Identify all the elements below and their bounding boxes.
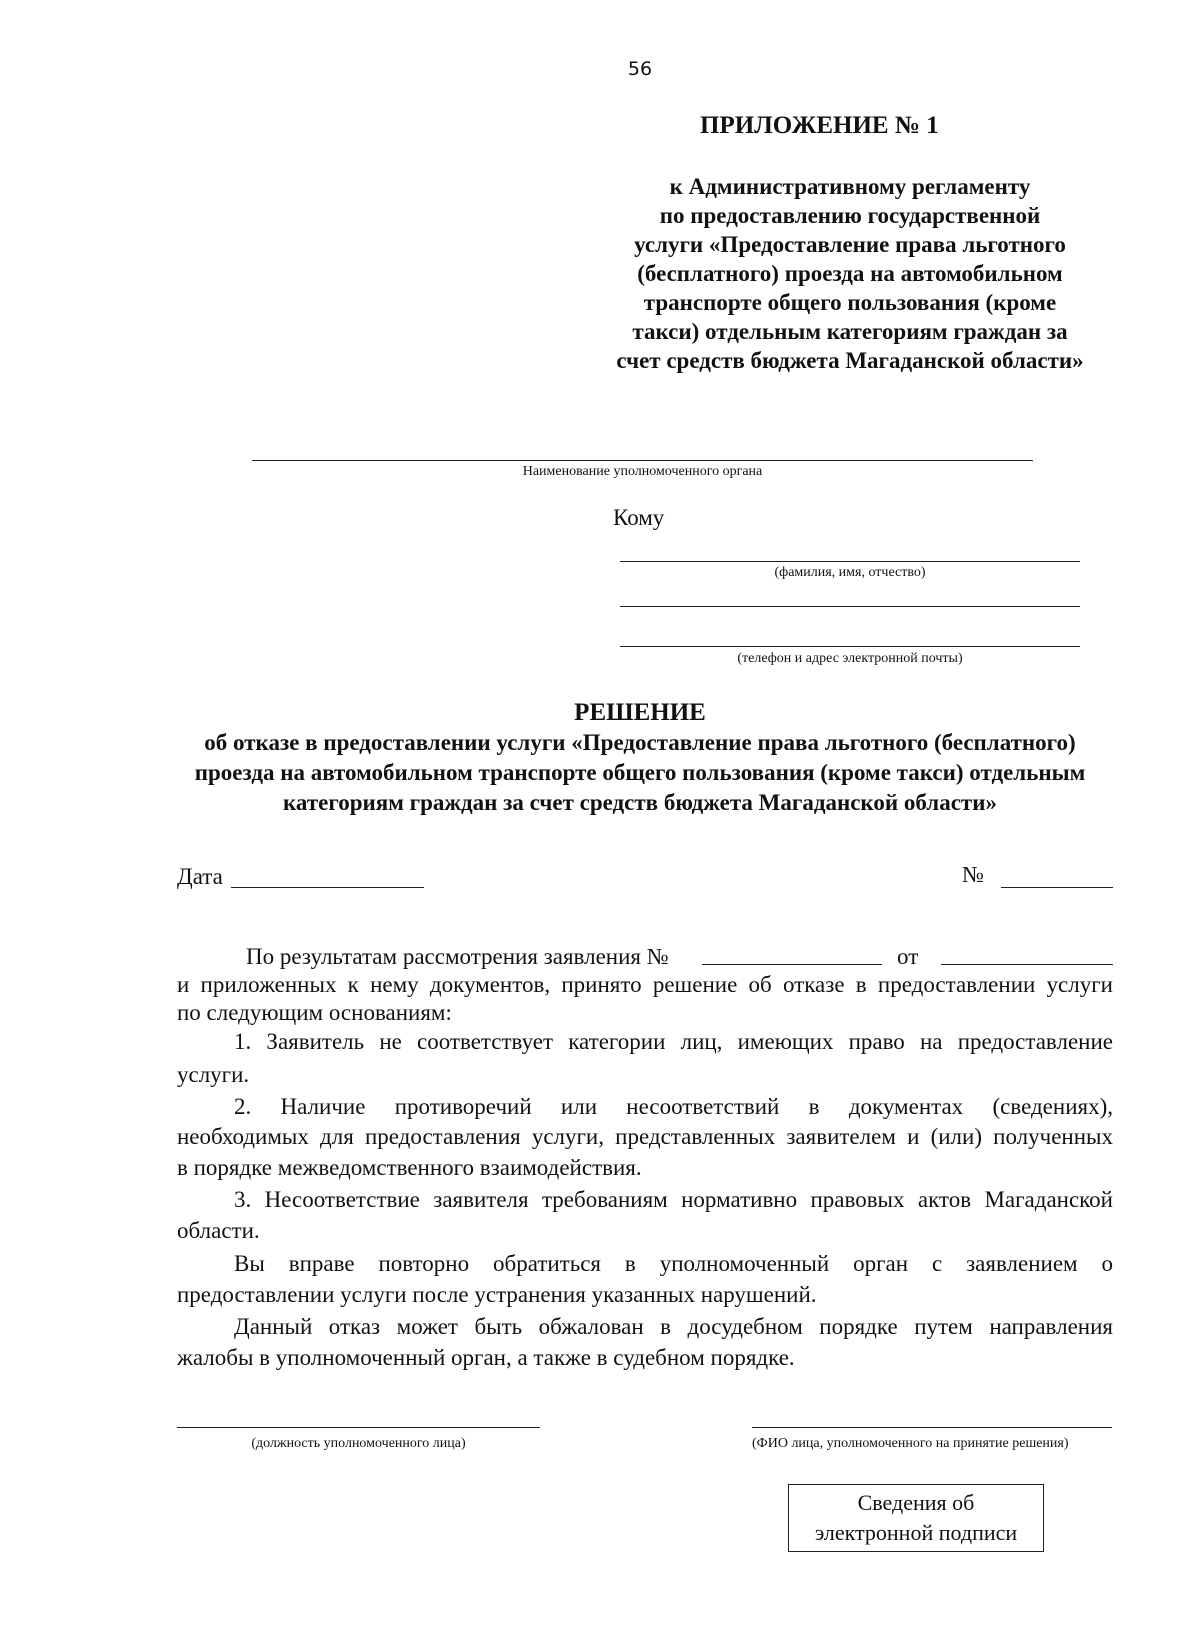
reason-2-line1: 2. Наличие противоречий или несоответствий в документах (сведениях), bbox=[234, 1094, 1113, 1119]
position-signature-line bbox=[177, 1427, 540, 1428]
body-intro-line3: по следующим основаниям: bbox=[177, 1000, 452, 1025]
appendix-reference-line: такси) отдельным категориям граждан за bbox=[632, 319, 1068, 344]
appendix-reference-line: услуги «Предоставление права льготного bbox=[634, 232, 1066, 257]
appendix-reference-line: по предоставлению государственной bbox=[659, 203, 1041, 228]
appeal-line2: жалобы в уполномоченный орган, а также в судебном порядке. bbox=[177, 1345, 795, 1370]
number-label: № bbox=[962, 862, 984, 887]
decision-subtitle-line: об отказе в предоставлении услуги «Предоставление права льготного (бесплатного) bbox=[204, 730, 1076, 755]
number-field-line bbox=[1001, 887, 1113, 888]
appendix-reference-line: (бесплатного) проезда на автомобильном bbox=[637, 261, 1063, 286]
repeat-line2: предоставлении услуги после устранения указанных нарушений. bbox=[177, 1282, 817, 1307]
appendix-reference-line: транспорте общего пользования (кроме bbox=[643, 290, 1057, 315]
date-field-line bbox=[231, 887, 424, 888]
recipient-contact-caption: (телефон и адрес электронной почты) bbox=[737, 651, 963, 666]
recipient-name-line bbox=[620, 561, 1080, 562]
appendix-reference bbox=[560, 172, 1140, 375]
reason-2-line3: в порядке межведомственного взаимодействия. bbox=[177, 1155, 642, 1180]
body-intro-prefix: По результатам рассмотрения заявления № bbox=[246, 944, 669, 969]
reason-2-line2: необходимых для предоставления услуги, представленных заявителем и (или) полученных bbox=[177, 1124, 1113, 1149]
reason-1-line1: 1. Заявитель не соответствует категории лиц, имеющих право на предоставление bbox=[234, 1029, 1113, 1054]
name-signature-line bbox=[752, 1427, 1112, 1428]
repeat-line1: Вы вправе повторно обратиться в уполномоченный орган с заявлением о bbox=[234, 1251, 1113, 1276]
recipient-contact-line bbox=[620, 646, 1080, 647]
authority-name-line bbox=[252, 460, 1033, 461]
reason-3-line2: области. bbox=[177, 1218, 260, 1243]
decision-title: РЕШЕНИЕ bbox=[574, 699, 706, 726]
application-date-line bbox=[941, 964, 1113, 965]
to-label: Кому bbox=[613, 505, 665, 530]
position-caption: (должность уполномоченного лица) bbox=[251, 1436, 466, 1451]
decision-subtitle-line: категориям граждан за счет средств бюджета Магаданской области» bbox=[283, 790, 997, 815]
reason-1-line2: услуги. bbox=[177, 1062, 250, 1087]
body-intro-from: от bbox=[897, 944, 919, 969]
appendix-title: ПРИЛОЖЕНИЕ № 1 bbox=[700, 112, 939, 139]
recipient-name-caption: (фамилия, имя, отчество) bbox=[774, 565, 926, 580]
reason-3-line1: 3. Несоответствие заявителя требованиям нормативно правовых актов Магаданской bbox=[234, 1187, 1113, 1212]
body-intro-line2: и приложенных к нему документов, принято решение об отказе в предоставлении услуги bbox=[177, 972, 1113, 997]
authority-caption: Наименование уполномоченного органа bbox=[522, 464, 763, 479]
decision-subtitle bbox=[160, 728, 1120, 818]
esign-label-line2: электронной подписи bbox=[814, 1520, 1018, 1545]
esign-label-line1: Сведения об bbox=[857, 1490, 975, 1515]
recipient-extra-line bbox=[620, 606, 1080, 607]
date-label: Дата bbox=[177, 864, 223, 889]
application-number-line bbox=[702, 964, 882, 965]
appendix-reference-line: счет средств бюджета Магаданской области» bbox=[616, 348, 1084, 373]
decision-maker-caption: (ФИО лица, уполномоченного на принятие решения) bbox=[752, 1436, 1069, 1451]
appendix-reference-line: к Административному регламенту bbox=[669, 174, 1031, 199]
decision-subtitle-line: проезда на автомобильном транспорте общего пользования (кроме такси) отдельным bbox=[194, 760, 1086, 785]
electronic-signature-box bbox=[788, 1484, 1044, 1552]
appeal-line1: Данный отказ может быть обжалован в досудебном порядке путем направления bbox=[234, 1314, 1113, 1339]
page-number: 56 bbox=[627, 58, 653, 80]
